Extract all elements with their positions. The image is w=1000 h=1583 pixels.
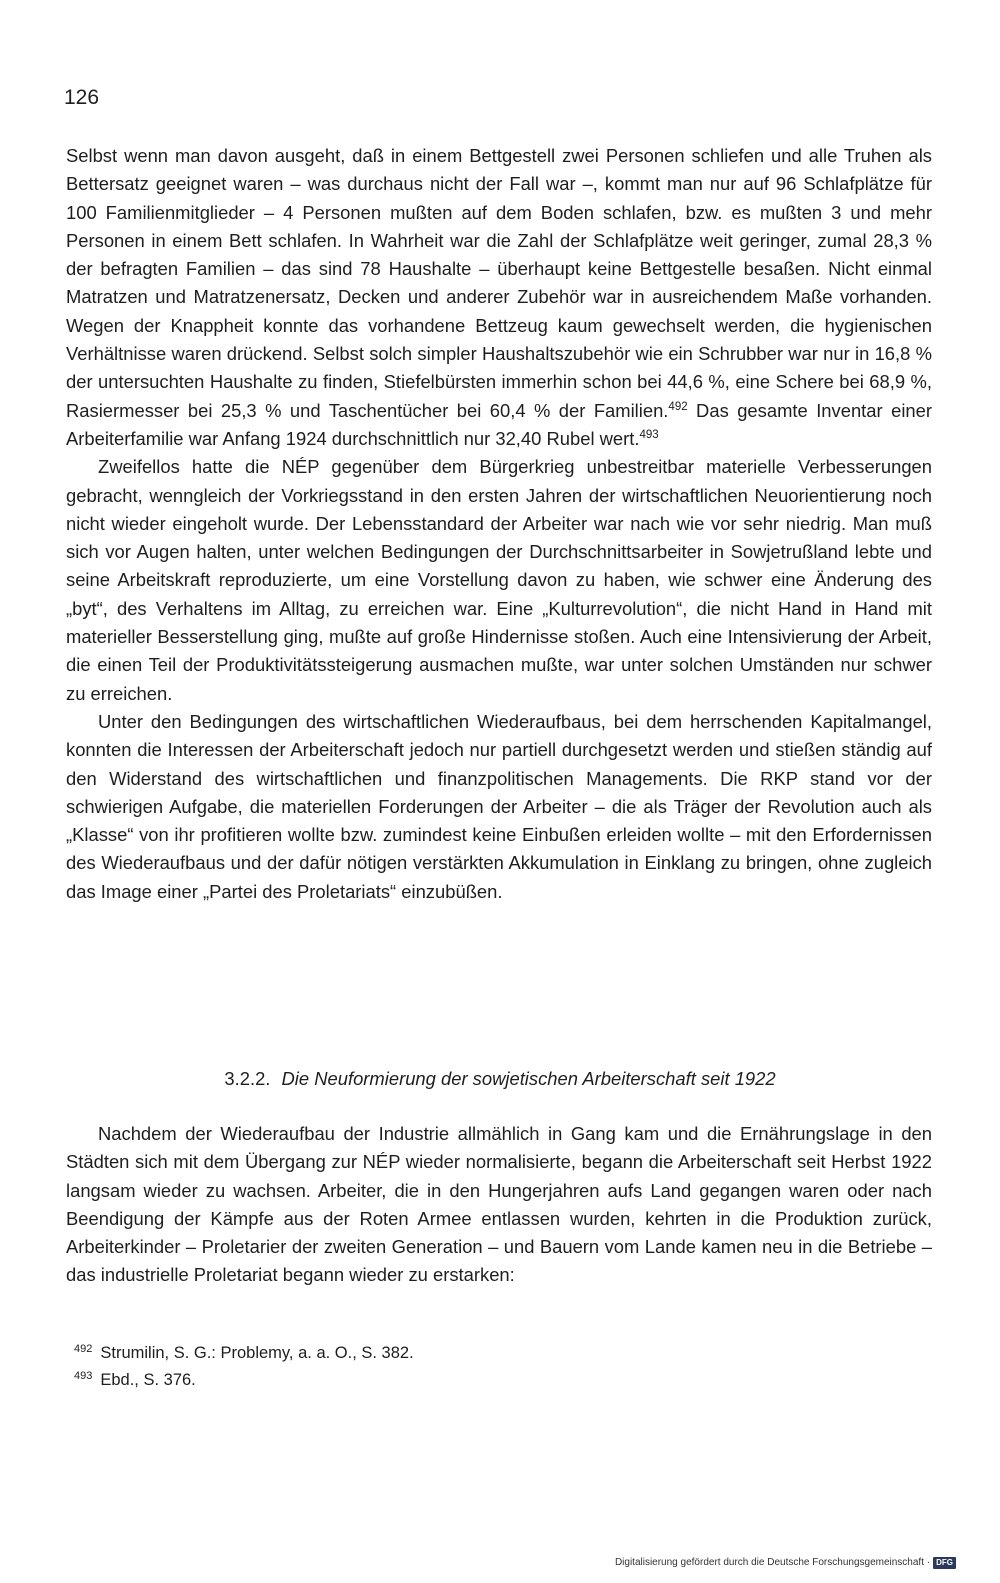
footnote-text: Ebd., S. 376.: [100, 1371, 196, 1389]
footnote-ref-492[interactable]: 492: [668, 400, 688, 413]
footnote-ref-493[interactable]: 493: [639, 428, 659, 441]
section-number: 3.2.2.: [224, 1068, 271, 1089]
text-block-top: [66, 142, 932, 906]
paragraph-4: Nachdem der Wiederaufbau der Industrie allmählich in Gang kam und die Ernährungslage in den Städten sich mit dem Übergang zur NÉP wieder normalisierte, begann die Arbeiterschaft seit Herbst 1922 langsam wieder zu wachsen. Arbeiter, die in den Hungerjahren aufs Land gegangen waren oder nach Beendigung der Kämpfe aus der Roten Armee entlassen wurden, kehrten in die Produktion zurück, Arbeiterkinder – Proletarier der zweiten Generation – und Bauern vom Lande kamen neu in die Betriebe – das industrielle Proletariat begann wieder zu erstarken:: [66, 1123, 932, 1286]
footnote-text: Strumilin, S. G.: Problemy, a. a. O., S. 382.: [100, 1344, 414, 1362]
footer-credit: [615, 1556, 956, 1570]
footnote-492: [74, 1338, 414, 1365]
page-number: 126: [64, 86, 100, 109]
footnotes: [74, 1338, 414, 1392]
paragraph-1-text-a: Selbst wenn man davon ausgeht, daß in einem Bettgestell zwei Personen schliefen und alle Truhen als Bettersatz geeignet waren – was durchaus nicht der Fall war –, kommt man nur auf 96 Schlafplätze für 100 Familienmitglieder – 4 Personen mußten auf dem Boden schlafen, bzw. es mußten 3 und mehr Personen in einem Bett schlafen. In Wahrheit war die Zahl der Schlafplätze weit geringer, zumal 28,3 % der befragten Familien – das sind 78 Haushalte – überhaupt keine Bettgestelle besaßen. Nicht einmal Matratzen und Matratzenersatz, Decken und anderer Zubehör war in ausreichendem Maße vorhanden. Wegen der Knappheit konnte das vorhandene Bettzeug kaum gewechselt werden, die hygienischen Verhältnisse waren drückend. Selbst solch simpler Haushaltszubehör wie ein Schrubber war nur in 16,8 % der untersuchten Haushalte zu finden, Stiefelbürsten immerhin schon bei 44,6 %, eine Schere bei 68,9 %, Rasiermesser bei 25,3 % und Taschentücher bei 60,4 % der Familien.: [66, 145, 932, 421]
paragraph-3: Unter den Bedingungen des wirtschaftlichen Wiederaufbaus, bei dem herrschenden Kapitalmangel, konnten die Interessen der Arbeiterschaft jedoch nur partiell durchgesetzt werden und stießen ständig auf den Widerstand des wirtschaftlichen und finanzpolitischen Managements. Die RKP stand vor der schwierigen Aufgabe, die materiellen Forderungen der Arbeiter – die als Träger der Revolution auch als „Klasse“ von ihr profitieren wollte bzw. zumindest keine Einbußen erleiden wollte – mit den Erfordernissen des Wiederaufbaus und der dafür nötigen verstärkten Akkumulation in Einklang zu bringen, ohne zugleich das Image einer „Partei des Proletariats“ einzubüßen.: [66, 710, 932, 902]
dfg-logo-icon: DFG: [933, 1557, 956, 1569]
footnote-number: 493: [74, 1370, 93, 1382]
footnote-493: [74, 1365, 414, 1392]
footer-credit-text: Digitalisierung gefördert durch die Deutsche Forschungsgemeinschaft ·: [614, 1557, 931, 1568]
footnote-number: 492: [74, 1343, 93, 1355]
section-heading: [0, 1065, 1000, 1093]
paragraph-1-text-b: Das gesamte Inventar einer Arbeiterfamilie war Anfang 1924 durchschnittlich nur 32,40 Rubel wert.: [66, 399, 932, 449]
text-block-bottom: [66, 1120, 932, 1290]
section-title: Die Neuformierung der sowjetischen Arbeiterschaft seit 1922: [281, 1068, 776, 1089]
paragraph-1: [66, 142, 932, 453]
paragraph-2: Zweifellos hatte die NÉP gegenüber dem Bürgerkrieg unbestreitbar materielle Verbesserungen gebracht, wenngleich der Vorkriegsstand in den ersten Jahren der wirtschaftlichen Neuorientierung noch nicht wieder eingeholt wurde. Der Lebensstandard der Arbeiter war nach wie vor sehr niedrig. Man muß sich vor Augen halten, unter welchen Bedingungen der Durchschnittsarbeiter in Sowjetrußland lebte und seine Arbeitskraft reproduzierte, um eine Vorstellung davon zu haben, wie schwer eine Änderung des „byt“, des Verhaltens im Alltag, zu erreichen war. Eine „Kulturrevolution“, die nicht Hand in Hand mit materieller Besserstellung ging, mußte auf große Hindernisse stoßen. Auch eine Intensivierung der Arbeit, die einen Teil der Produktivitätssteigerung ausmachen mußte, war unter solchen Umständen nur schwer zu erreichen.: [66, 456, 932, 704]
